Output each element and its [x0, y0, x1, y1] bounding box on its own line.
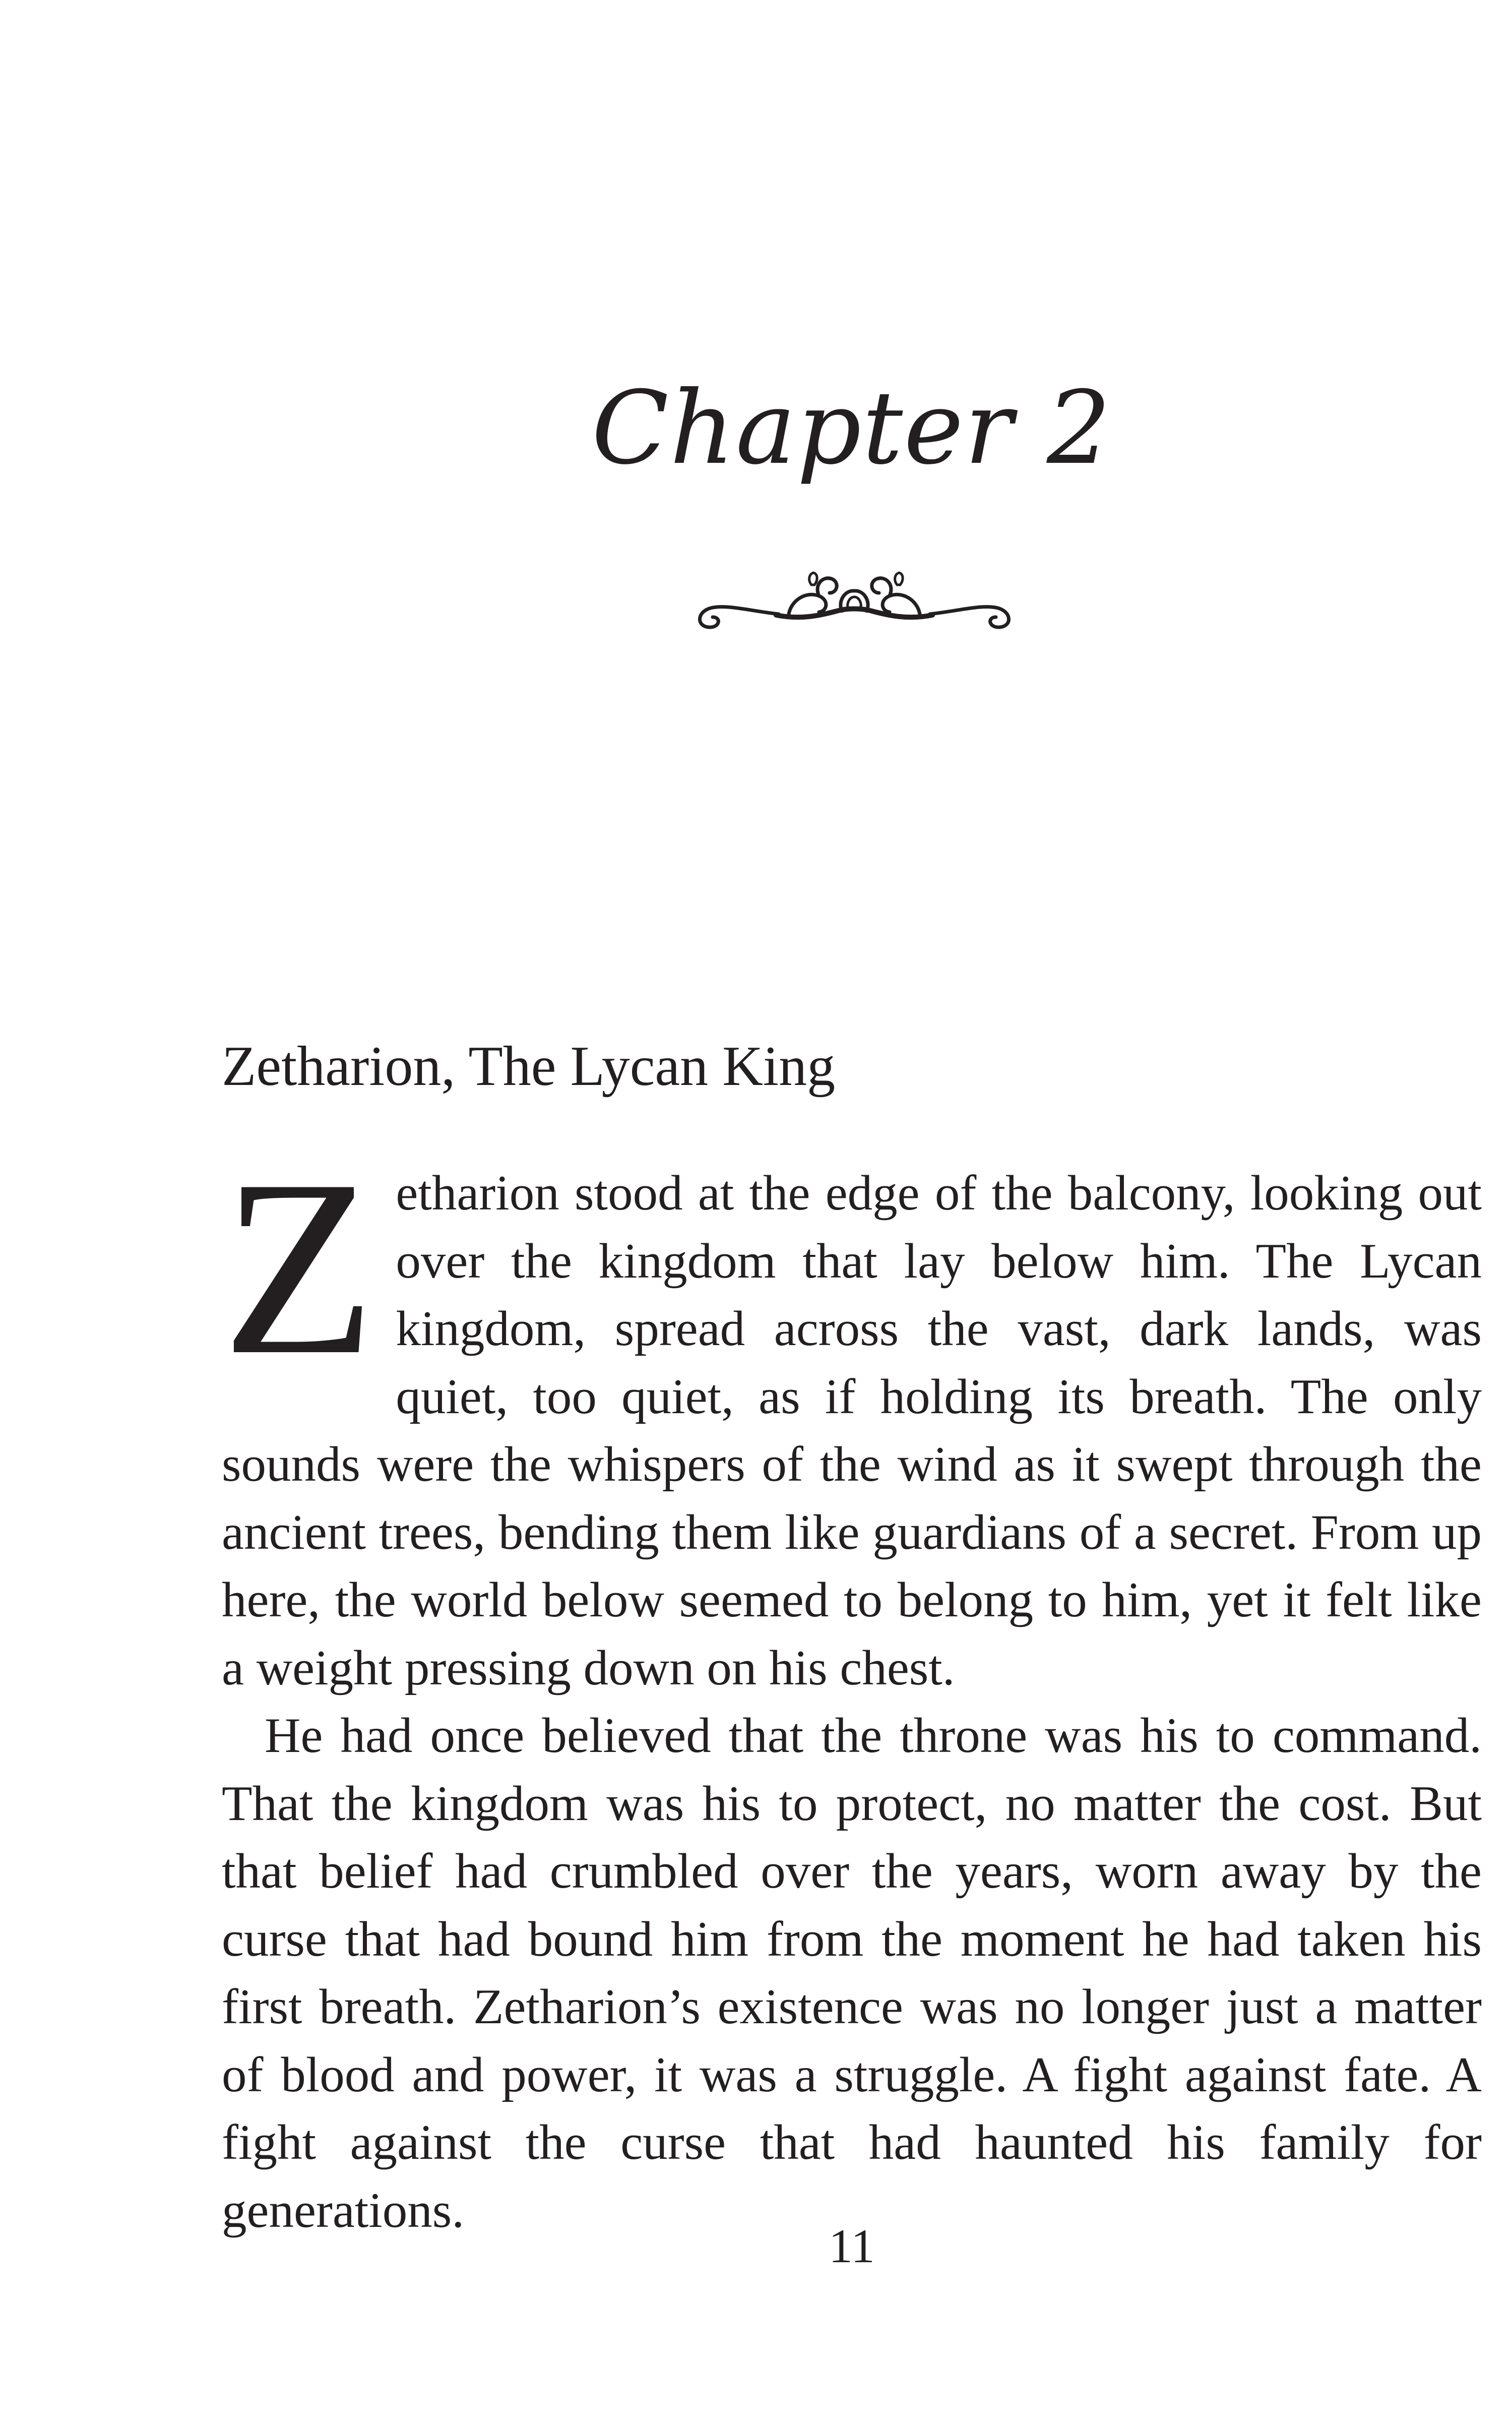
chapter-title: Chapter 2 [591, 370, 1112, 487]
section-heading: Zetharion, The Lycan King [222, 1035, 836, 1098]
body-text [222, 1128, 1482, 2245]
page-number: 11 [829, 2219, 875, 2273]
paragraph-1-text: etharion stood at the edge of the balcony, looking out over the kingdom that lay below him. The Lycan kingdom, spread across the vast, dark lands, was quiet, too quiet, as if holding its breath. The only sounds were the whispers of the wind as it swept through the ancient trees, bending them like guardians of a secret. From up here, the world below seemed to belong to him, yet it felt like a weight pressing down on his chest. [222, 1166, 1482, 1696]
drop-cap: Z [222, 1128, 376, 1407]
paragraph-1 [222, 1128, 1482, 1702]
flourish-divider-icon [690, 565, 1018, 640]
paragraph-2: He had once believed that the throne was his to command. That the kingdom was his to protect, no matter the cost. But that belief had crumbled over the years, worn away by the curse that had bound him from the moment he had taken his first breath. Zetharion’s existence was no longer just a matter of blood and power, it was a struggle. A fight against fate. A fight against the curse that had haunted his family for generations. [222, 1708, 1482, 2238]
